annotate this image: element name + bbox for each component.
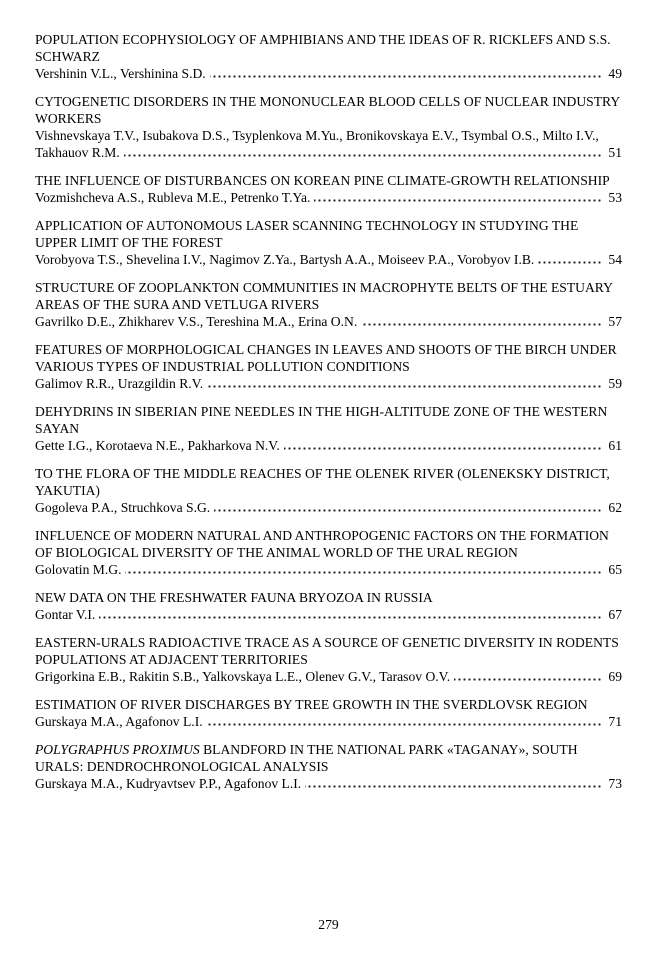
entry-page-number: 65 <box>602 561 622 578</box>
entry-title <box>35 741 622 775</box>
entry-authors-line <box>35 313 622 330</box>
entry-title-text: EASTERN-URALS RADIOACTIVE TRACE AS A SOURCE OF GENETIC DIVERSITY IN RODENTS POPULATIONS AT ADJACENT TERRITORIES <box>35 635 619 667</box>
toc-entry <box>35 465 622 516</box>
toc-entry <box>35 172 622 206</box>
entry-page-number: 67 <box>602 606 622 623</box>
entry-title-text: THE INFLUENCE OF DISTURBANCES ON KOREAN PINE CLIMATE-GROWTH RELATIONSHIP <box>35 173 610 188</box>
toc-entry <box>35 696 622 730</box>
entry-authors: Galimov R.R., Urazgildin R.V. <box>35 376 207 391</box>
entry-title-text: FEATURES OF MORPHOLOGICAL CHANGES IN LEAVES AND SHOOTS OF THE BIRCH UNDER VARIOUS TYPES OF INDUSTRIAL POLLUTION CONDITIONS <box>35 342 617 374</box>
entry-authors-line <box>35 561 622 578</box>
entry-authors: Golovatin M.G. <box>35 562 125 577</box>
entry-authors-line <box>35 189 622 206</box>
entry-title <box>35 403 622 437</box>
entry-page-number: 73 <box>602 775 622 792</box>
entry-title <box>35 341 622 375</box>
entry-title-text: DEHYDRINS IN SIBERIAN PINE NEEDLES IN THE HIGH-ALTITUDE ZONE OF THE WESTERN SAYAN <box>35 404 608 436</box>
entry-page-number: 59 <box>602 375 622 392</box>
toc-entry <box>35 589 622 623</box>
entry-authors: Gurskaya M.A., Kudryavtsev P.P., Agafonov L.I. <box>35 776 305 791</box>
entry-title <box>35 696 622 713</box>
toc-entry <box>35 279 622 330</box>
entry-authors: Gontar V.I. <box>35 607 99 622</box>
entry-title-text: TO THE FLORA OF THE MIDDLE REACHES OF THE OLENEK RIVER (OLENEKSKY DISTRICT, YAKUTIA) <box>35 466 610 498</box>
entry-title-text: BLANDFORD IN THE NATIONAL PARK «TAGANAY», SOUTH URALS: DENDROCHRONOLOGICAL ANALYSIS <box>35 742 578 774</box>
entry-authors-line <box>35 127 622 161</box>
toc-entry <box>35 403 622 454</box>
entry-authors: Gavrilko D.E., Zhikharev V.S., Tereshina M.A., Erina O.N. <box>35 314 361 329</box>
entry-title-italic: POLYGRAPHUS PROXIMUS <box>35 742 200 757</box>
entry-title-text: NEW DATA ON THE FRESHWATER FAUNA BRYOZOA IN RUSSIA <box>35 590 433 605</box>
entry-authors: Vorobyova T.S., Shevelina I.V., Nagimov Z.Ya., Bartysh A.A., Moiseev P.A., Vorobyov I.B. <box>35 252 538 267</box>
entry-page-number: 69 <box>602 668 622 685</box>
entry-title <box>35 279 622 313</box>
entry-authors-line <box>35 775 622 792</box>
entry-page-number: 49 <box>602 65 622 82</box>
entry-authors: Vershinin V.L., Vershinina S.D. <box>35 66 210 81</box>
entry-title-text: CYTOGENETIC DISORDERS IN THE MONONUCLEAR BLOOD CELLS OF NUCLEAR INDUSTRY WORKERS <box>35 94 620 126</box>
entry-page-number: 57 <box>602 313 622 330</box>
entry-authors-line <box>35 713 622 730</box>
entry-authors: Vishnevskaya T.V., Isubakova D.S., Tsyplenkova M.Yu., Bronikovskaya E.V., Tsymbal O.S., Milto I.V., Takhauov R.M. <box>35 128 599 160</box>
page-number: 279 <box>318 917 339 932</box>
entry-title <box>35 31 622 65</box>
entry-authors-line <box>35 65 622 82</box>
entry-authors-line <box>35 437 622 454</box>
entry-authors-line <box>35 668 622 685</box>
entry-title <box>35 527 622 561</box>
toc-entry <box>35 341 622 392</box>
toc-entry <box>35 93 622 161</box>
entry-title-text: APPLICATION OF AUTONOMOUS LASER SCANNING TECHNOLOGY IN STUDYING THE UPPER LIMIT OF THE FOREST <box>35 218 579 250</box>
entry-page-number: 51 <box>602 144 622 161</box>
entry-title <box>35 172 622 189</box>
entry-authors-line <box>35 499 622 516</box>
toc-entry <box>35 527 622 578</box>
entry-title-text: STRUCTURE OF ZOOPLANKTON COMMUNITIES IN MACROPHYTE BELTS OF THE ESTUARY AREAS OF THE SURA AND VETLUGA RIVERS <box>35 280 613 312</box>
entry-authors-line <box>35 251 622 268</box>
entry-authors: Vozmishcheva A.S., Rubleva M.E., Petrenko T.Ya. <box>35 190 314 205</box>
entry-page-number: 53 <box>602 189 622 206</box>
toc-entry <box>35 31 622 82</box>
toc-entry <box>35 217 622 268</box>
entry-page-number: 62 <box>602 499 622 516</box>
entry-title-text: POPULATION ECOPHYSIOLOGY OF AMPHIBIANS AND THE IDEAS OF R. RICKLEFS AND S.S. SCHWARZ <box>35 32 611 64</box>
entry-authors: Grigorkina E.B., Rakitin S.B., Yalkovskaya L.E., Olenev G.V., Tarasov O.V. <box>35 669 454 684</box>
toc-entry <box>35 634 622 685</box>
entry-page-number: 54 <box>602 251 622 268</box>
entry-title-text: INFLUENCE OF MODERN NATURAL AND ANTHROPOGENIC FACTORS ON THE FORMATION OF BIOLOGICAL DIVERSITY OF THE ANIMAL WORLD OF THE URAL REGION <box>35 528 609 560</box>
entry-title <box>35 465 622 499</box>
entry-authors-line <box>35 606 622 623</box>
toc-entry <box>35 741 622 792</box>
entry-title <box>35 589 622 606</box>
entry-title <box>35 217 622 251</box>
entry-title <box>35 93 622 127</box>
entry-authors-line <box>35 375 622 392</box>
entry-authors: Gette I.G., Korotaeva N.E., Pakharkova N.V. <box>35 438 284 453</box>
entry-page-number: 71 <box>602 713 622 730</box>
entry-authors: Gogoleva P.A., Struchkova S.G. <box>35 500 214 515</box>
entry-title <box>35 634 622 668</box>
entry-page-number: 61 <box>602 437 622 454</box>
entry-authors: Gurskaya M.A., Agafonov L.I. <box>35 714 207 729</box>
entry-title-text: ESTIMATION OF RIVER DISCHARGES BY TREE GROWTH IN THE SVERDLOVSK REGION <box>35 697 588 712</box>
